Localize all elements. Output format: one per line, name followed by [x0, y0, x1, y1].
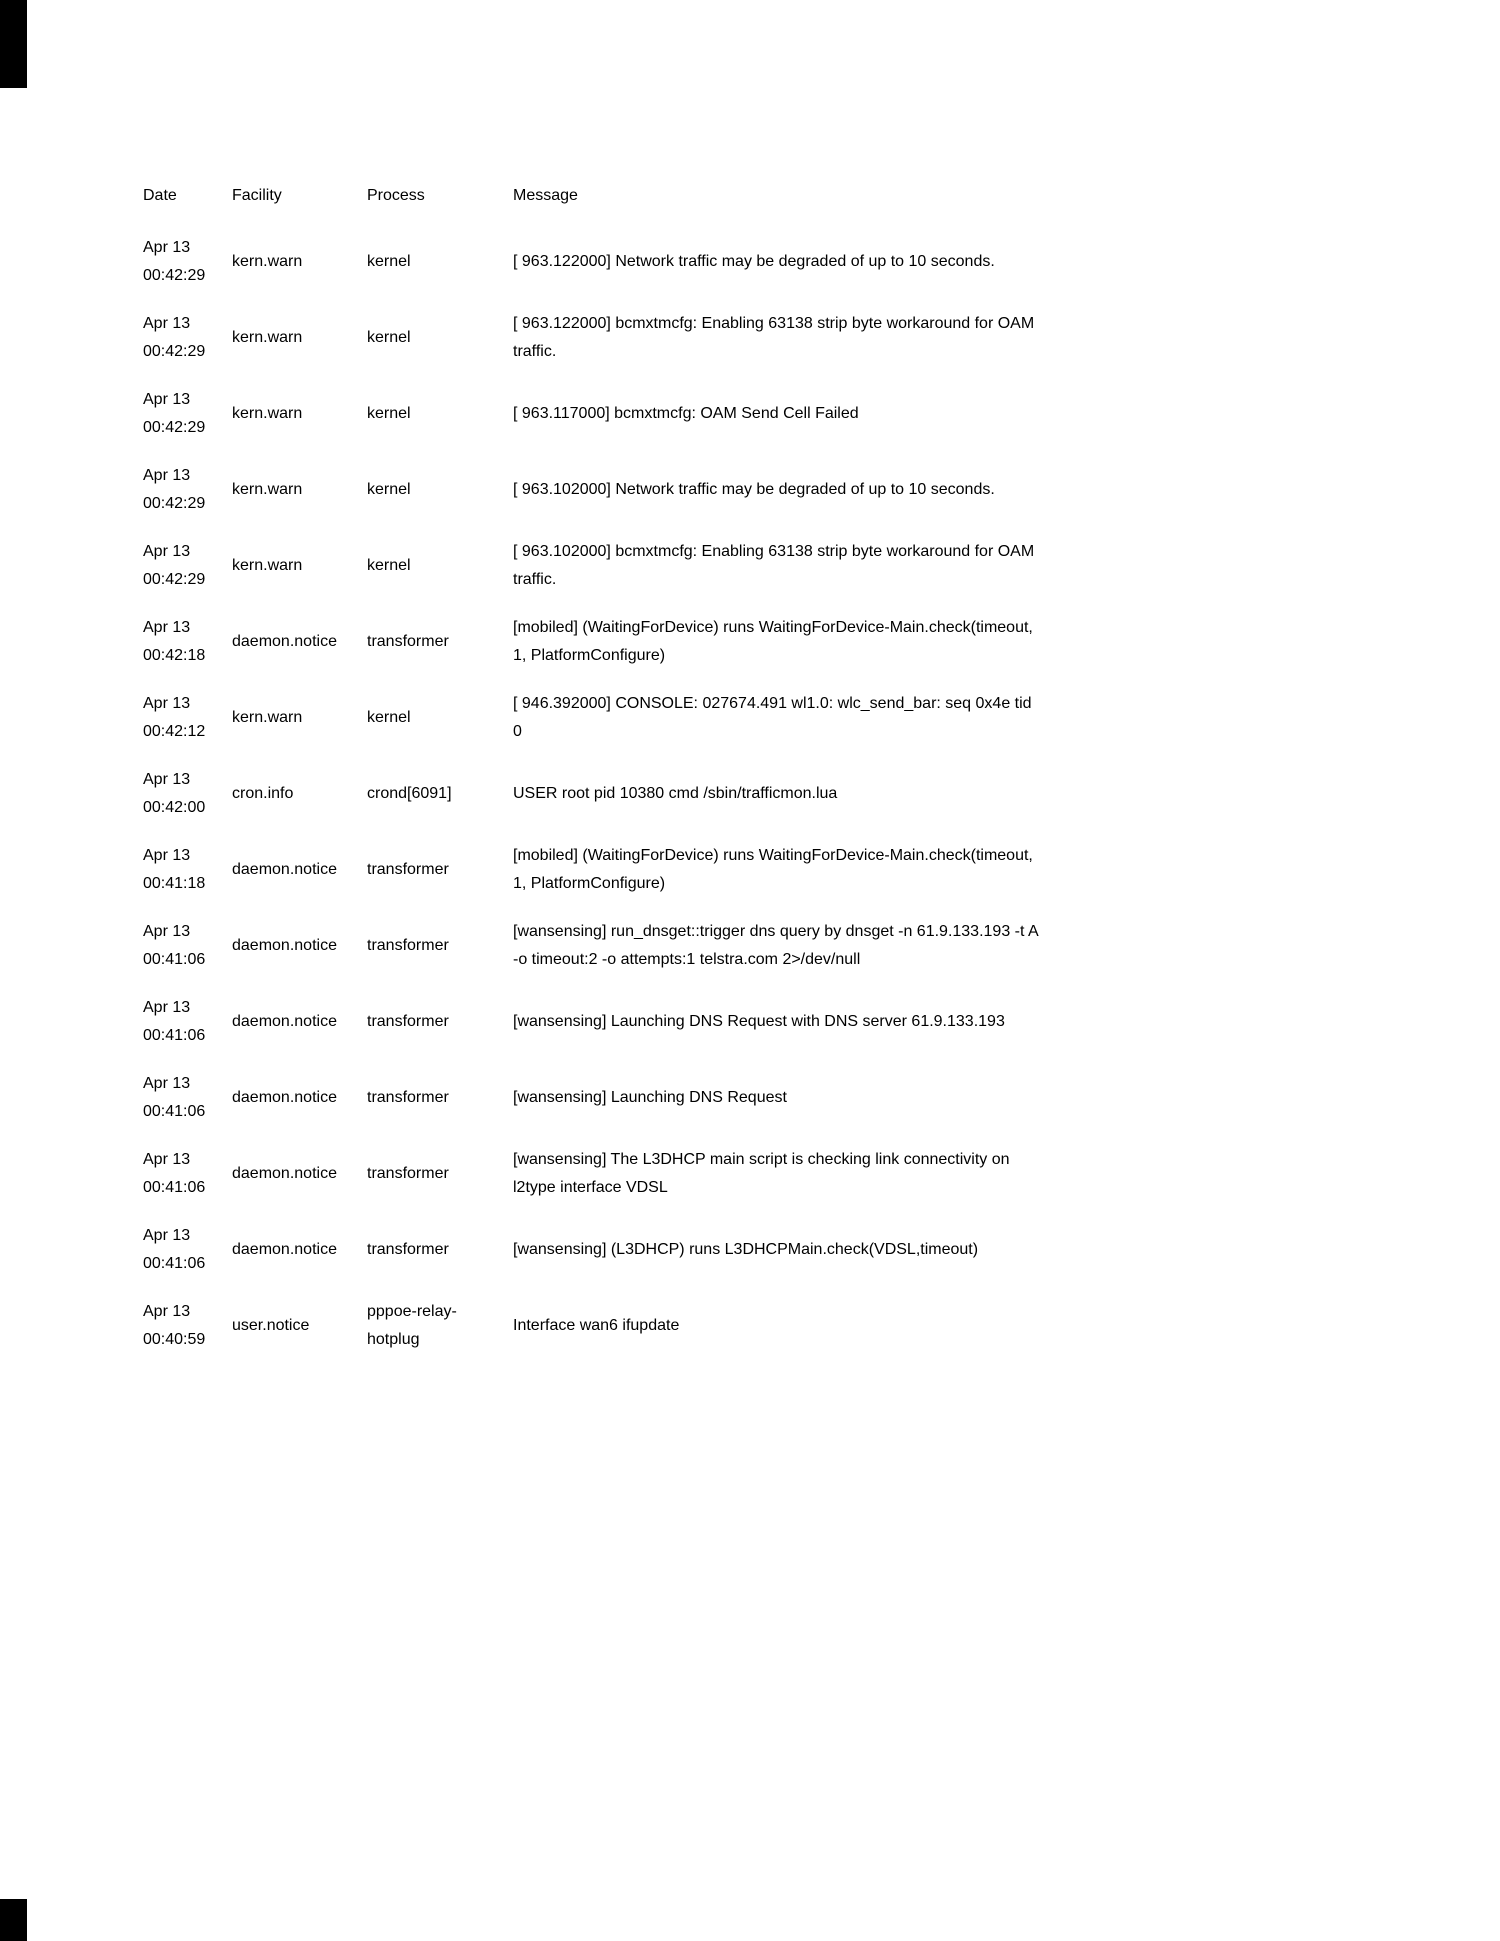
- log-facility-cell: user.notice: [232, 1317, 310, 1334]
- log-process-cell: pppoe-relay-hotplug: [367, 1303, 457, 1348]
- log-row: [143, 224, 1048, 300]
- screen-edge-top-left: [0, 0, 27, 88]
- log-date-cell: [143, 528, 232, 604]
- log-process-cell: transformer: [367, 1013, 449, 1030]
- log-date-cell: [143, 452, 232, 528]
- log-process-cell: transformer: [367, 937, 449, 954]
- log-date-cell: [143, 1060, 232, 1136]
- log-process-cell: kernel: [367, 405, 411, 422]
- log-message-cell: [ 963.102000] Network traffic may be degraded of up to 10 seconds.: [513, 481, 995, 498]
- log-facility-cell: daemon.notice: [232, 937, 337, 954]
- log-facility-cell: cron.info: [232, 785, 294, 802]
- log-date-cell: [143, 1212, 232, 1288]
- log-date-cell: [143, 604, 232, 680]
- log-facility-cell: daemon.notice: [232, 1013, 337, 1030]
- log-date-cell: [143, 300, 232, 376]
- log-date-cell: [143, 832, 232, 908]
- log-process-cell: crond[6091]: [367, 785, 452, 802]
- log-row: [143, 1136, 1048, 1212]
- log-date-cell: [143, 756, 232, 832]
- log-row: [143, 680, 1048, 756]
- log-date: Apr 13: [143, 619, 191, 636]
- log-time: 00:41:06: [143, 1103, 206, 1120]
- log-facility-cell: kern.warn: [232, 329, 303, 346]
- log-time: 00:42:12: [143, 723, 206, 740]
- log-time: 00:42:18: [143, 647, 206, 664]
- log-facility-cell: daemon.notice: [232, 633, 337, 650]
- log-row: [143, 984, 1048, 1060]
- log-time: 00:40:59: [143, 1331, 206, 1348]
- log-message-cell: USER root pid 10380 cmd /sbin/trafficmon.lua: [513, 785, 838, 802]
- log-process-cell: kernel: [367, 481, 411, 498]
- log-message-cell: [ 963.117000] bcmxtmcfg: OAM Send Cell Failed: [513, 405, 859, 422]
- log-message-cell: [wansensing] Launching DNS Request with DNS server 61.9.133.193: [513, 1013, 1005, 1030]
- log-date: Apr 13: [143, 543, 191, 560]
- log-date: Apr 13: [143, 391, 191, 408]
- log-table: [143, 182, 1048, 1364]
- log-date-cell: [143, 680, 232, 756]
- log-date-cell: [143, 984, 232, 1060]
- log-message-cell: [mobiled] (WaitingForDevice) runs WaitingForDevice-Main.check(timeout, 1, PlatformConfigure): [513, 847, 1033, 892]
- log-time: 00:42:29: [143, 495, 206, 512]
- log-date: Apr 13: [143, 999, 191, 1016]
- log-table-body: [143, 224, 1048, 1364]
- log-message-cell: [ 963.102000] bcmxtmcfg: Enabling 63138 strip byte workaround for OAM traffic.: [513, 543, 1035, 588]
- log-time: 00:42:29: [143, 343, 206, 360]
- log-time: 00:41:06: [143, 1179, 206, 1196]
- log-date-cell: [143, 376, 232, 452]
- log-process-cell: kernel: [367, 253, 411, 270]
- log-facility-cell: daemon.notice: [232, 1241, 337, 1258]
- log-time: 00:42:29: [143, 419, 206, 436]
- log-row: [143, 604, 1048, 680]
- log-date-cell: [143, 1136, 232, 1212]
- log-process-cell: transformer: [367, 1089, 449, 1106]
- log-facility-cell: kern.warn: [232, 405, 303, 422]
- log-row: [143, 452, 1048, 528]
- log-time: 00:41:06: [143, 951, 206, 968]
- log-time: 00:41:06: [143, 1255, 206, 1272]
- log-row: [143, 300, 1048, 376]
- log-message-cell: [wansensing] (L3DHCP) runs L3DHCPMain.check(VDSL,timeout): [513, 1241, 979, 1258]
- log-time: 00:42:29: [143, 571, 206, 588]
- column-header-facility: Facility: [232, 187, 282, 204]
- log-row: [143, 908, 1048, 984]
- log-facility-cell: kern.warn: [232, 709, 303, 726]
- log-process-cell: kernel: [367, 709, 411, 726]
- column-header-message: Message: [513, 187, 578, 204]
- log-date: Apr 13: [143, 771, 191, 788]
- log-facility-cell: kern.warn: [232, 253, 303, 270]
- log-time: 00:42:00: [143, 799, 206, 816]
- log-facility-cell: daemon.notice: [232, 1165, 337, 1182]
- log-date: Apr 13: [143, 1151, 191, 1168]
- column-header-date: Date: [143, 187, 177, 204]
- log-row: [143, 756, 1048, 832]
- log-row: [143, 1212, 1048, 1288]
- log-facility-cell: daemon.notice: [232, 1089, 337, 1106]
- log-message-cell: [ 963.122000] bcmxtmcfg: Enabling 63138 strip byte workaround for OAM traffic.: [513, 315, 1035, 360]
- log-message-cell: [ 946.392000] CONSOLE: 027674.491 wl1.0: wlc_send_bar: seq 0x4e tid 0: [513, 695, 1032, 740]
- log-message-cell: [wansensing] run_dnsget::trigger dns query by dnsget -n 61.9.133.193 -t A -o timeout:2 -o attempts:1 telstra.com 2>/dev/null: [513, 923, 1038, 968]
- log-date: Apr 13: [143, 695, 191, 712]
- log-facility-cell: kern.warn: [232, 481, 303, 498]
- log-date: Apr 13: [143, 847, 191, 864]
- log-message-cell: Interface wan6 ifupdate: [513, 1317, 680, 1334]
- log-time: 00:41:18: [143, 875, 206, 892]
- log-row: [143, 528, 1048, 604]
- log-date-cell: [143, 1288, 232, 1364]
- log-row: [143, 376, 1048, 452]
- log-date: Apr 13: [143, 467, 191, 484]
- log-date: Apr 13: [143, 315, 191, 332]
- log-page: [143, 182, 1048, 1364]
- log-row: [143, 832, 1048, 908]
- log-date: Apr 13: [143, 239, 191, 256]
- log-row: [143, 1288, 1048, 1364]
- log-row: [143, 1060, 1048, 1136]
- screen-edge-bottom-left: [0, 1899, 27, 1941]
- log-process-cell: kernel: [367, 329, 411, 346]
- log-date: Apr 13: [143, 1075, 191, 1092]
- log-facility-cell: daemon.notice: [232, 861, 337, 878]
- log-message-cell: [ 963.122000] Network traffic may be degraded of up to 10 seconds.: [513, 253, 995, 270]
- log-process-cell: transformer: [367, 861, 449, 878]
- log-message-cell: [wansensing] The L3DHCP main script is checking link connectivity on l2type interface VDSL: [513, 1151, 1010, 1196]
- column-header-process: Process: [367, 187, 425, 204]
- log-time: 00:42:29: [143, 267, 206, 284]
- log-process-cell: transformer: [367, 1165, 449, 1182]
- log-table-header: [143, 182, 1048, 224]
- log-facility-cell: kern.warn: [232, 557, 303, 574]
- log-date: Apr 13: [143, 1227, 191, 1244]
- log-date-cell: [143, 908, 232, 984]
- log-process-cell: kernel: [367, 557, 411, 574]
- log-message-cell: [wansensing] Launching DNS Request: [513, 1089, 787, 1106]
- log-date: Apr 13: [143, 923, 191, 940]
- log-process-cell: transformer: [367, 633, 449, 650]
- log-date-cell: [143, 224, 232, 300]
- log-date: Apr 13: [143, 1303, 191, 1320]
- log-message-cell: [mobiled] (WaitingForDevice) runs WaitingForDevice-Main.check(timeout, 1, PlatformConfigure): [513, 619, 1033, 664]
- log-process-cell: transformer: [367, 1241, 449, 1258]
- log-time: 00:41:06: [143, 1027, 206, 1044]
